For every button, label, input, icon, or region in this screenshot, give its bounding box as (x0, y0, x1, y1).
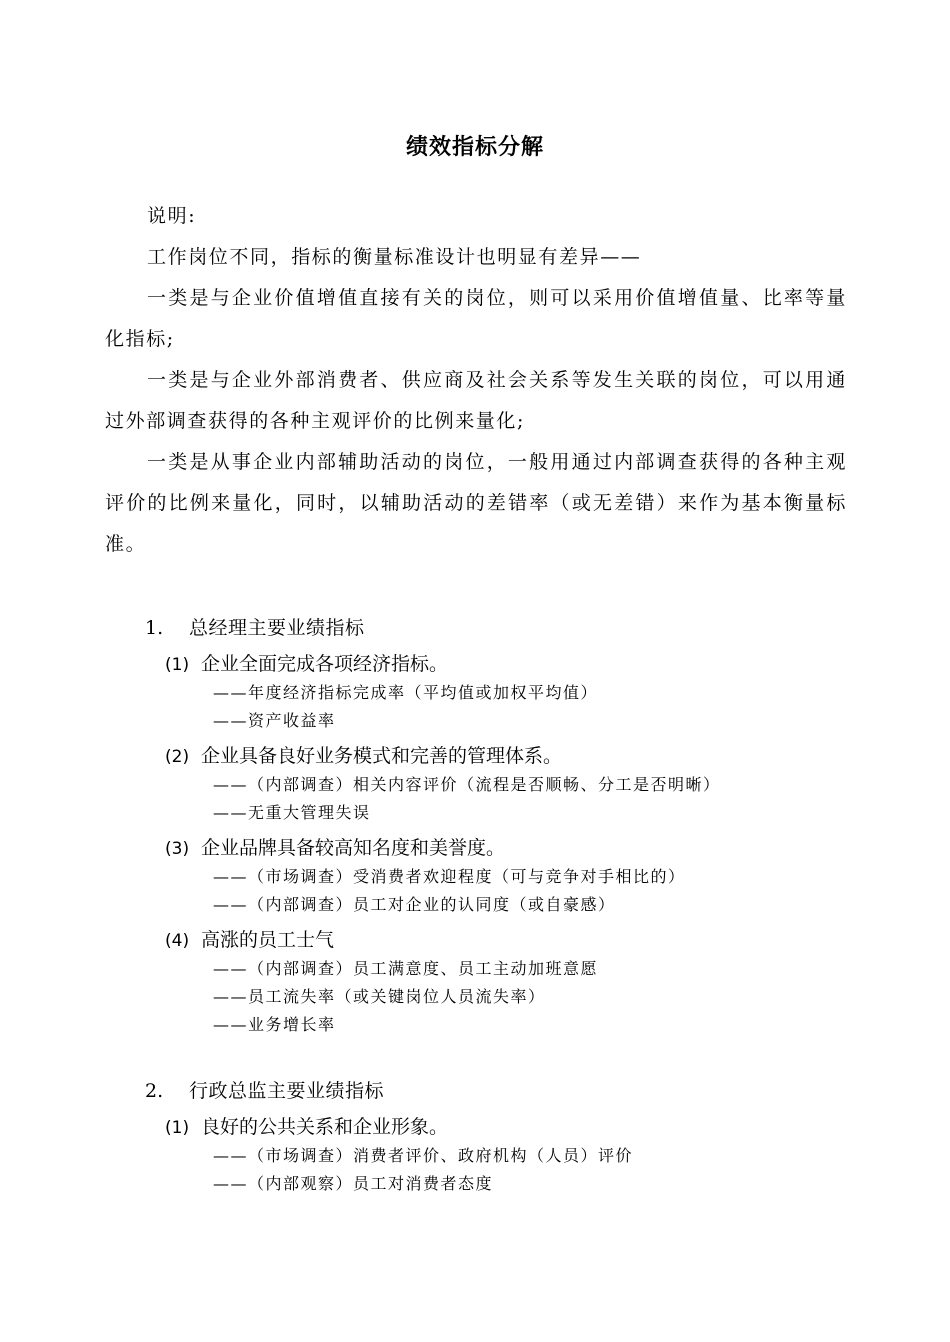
sub-indicator: ——业务增长率 (213, 1015, 336, 1034)
indicator-item (165, 649, 905, 679)
item-number: (3) (165, 839, 190, 859)
indicator-item (165, 1112, 905, 1142)
indicator-item (165, 925, 905, 955)
sub-indicator: ——（内部调查）相关内容评价（流程是否顺畅、分工是否明晰） (213, 775, 721, 794)
intro-label: 说明: (147, 205, 197, 227)
item-text: 良好的公共关系和企业形象。 (201, 1116, 449, 1138)
item-number: (1) (165, 1118, 190, 1138)
sub-indicator: ——（市场调查）消费者评价、政府机构（人员）评价 (213, 1146, 634, 1165)
sub-indicator: ——（内部调查）员工满意度、员工主动加班意愿 (213, 959, 599, 978)
sub-indicator: ——无重大管理失误 (213, 803, 371, 822)
item-number: (4) (165, 931, 190, 951)
section-number: 1. (145, 617, 164, 639)
section-number: 2. (145, 1080, 164, 1102)
sub-indicator: ——资产收益率 (213, 711, 336, 730)
sub-indicator: ——（市场调查）受消费者欢迎程度（可与竞争对手相比的） (213, 867, 686, 886)
intro-paragraph: 一类是与企业外部消费者、供应商及社会关系等发生关联的岗位，可以用通过外部调查获得的各种主观评价的比例来量化; (105, 369, 847, 432)
intro-paragraph: 一类是从事企业内部辅助活动的岗位，一般用通过内部调查获得的各种主观评价的比例来量化，同时，以辅助活动的差错率（或无差错）来作为基本衡量标准。 (105, 451, 847, 555)
intro-paragraph: 一类是与企业价值增值直接有关的岗位，则可以采用价值增值量、比率等量化指标; (105, 287, 847, 350)
indicator-item (165, 741, 905, 771)
section-heading (145, 613, 905, 643)
item-text: 企业品牌具备较高知名度和美誉度。 (201, 837, 506, 859)
item-number: (1) (165, 655, 190, 675)
sub-indicator: ——（内部调查）员工对企业的认同度（或自豪感） (213, 895, 616, 914)
item-number: (2) (165, 747, 190, 767)
sub-indicator: ——员工流失率（或关键岗位人员流失率） (213, 987, 546, 1006)
item-text: 高涨的员工士气 (201, 929, 335, 951)
indicator-item (165, 833, 905, 863)
sub-indicator: ——年度经济指标完成率（平均值或加权平均值） (213, 683, 599, 702)
item-text: 企业具备良好业务模式和完善的管理体系。 (201, 745, 563, 767)
item-text: 企业全面完成各项经济指标。 (201, 653, 449, 675)
document-title: 绩效指标分解 (405, 135, 544, 160)
sub-indicator: ——（内部观察）员工对消费者态度 (213, 1174, 494, 1193)
intro-block (105, 196, 847, 565)
section-title: 行政总监主要业绩指标 (189, 1080, 385, 1102)
section-title: 总经理主要业绩指标 (189, 617, 365, 639)
section-admin-director (145, 1076, 905, 1198)
section-heading (145, 1076, 905, 1106)
section-general-manager (145, 613, 905, 1039)
intro-paragraph: 工作岗位不同，指标的衡量标准设计也明显有差异—— (147, 246, 642, 268)
